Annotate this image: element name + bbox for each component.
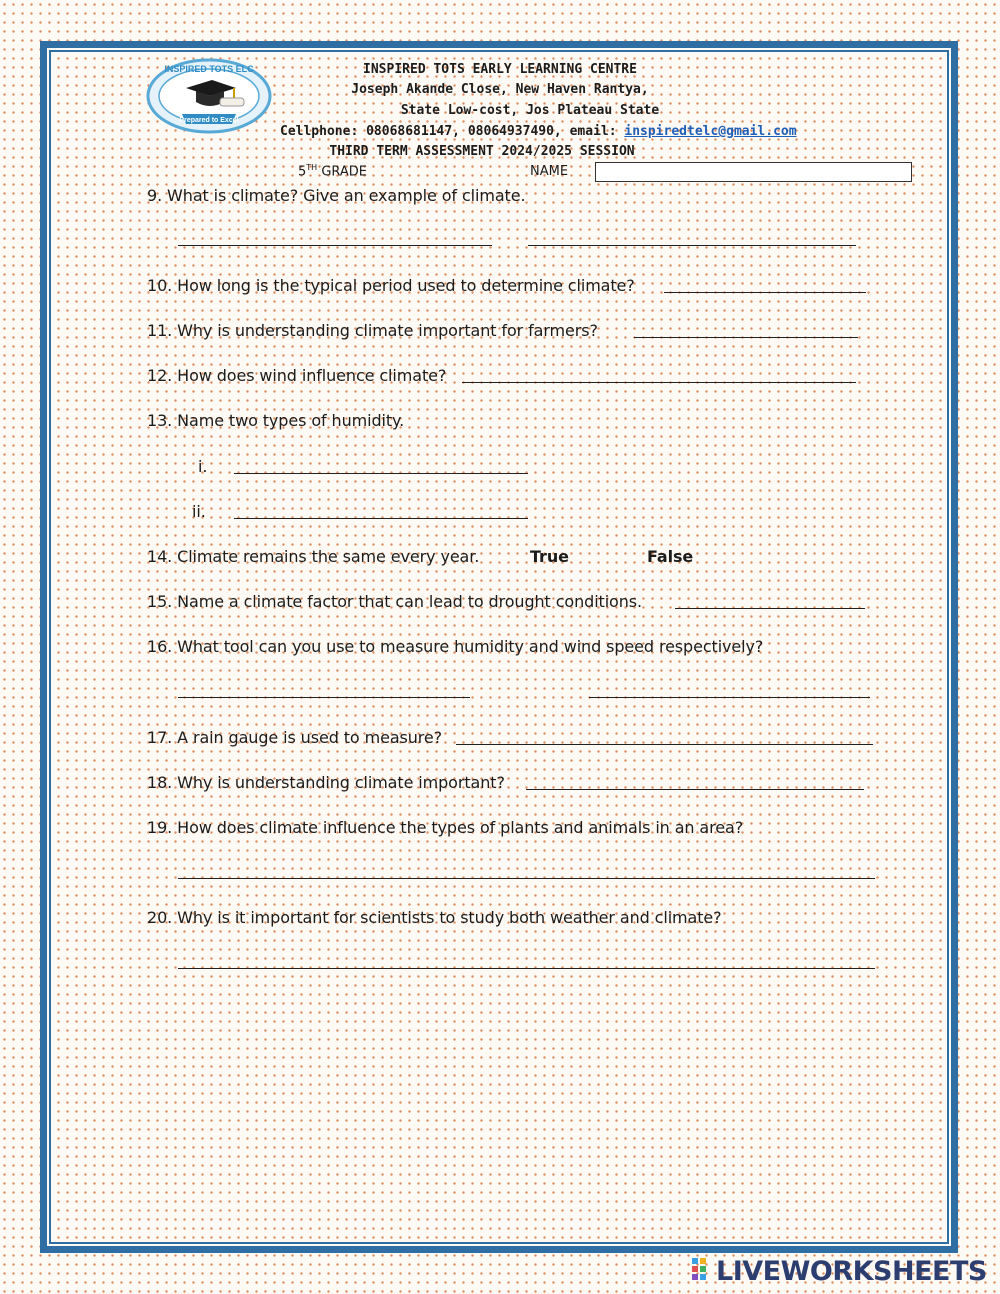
option-false[interactable]: False <box>647 547 694 566</box>
school-logo <box>146 58 272 134</box>
question-10: 10. How long is the typical period used to determine climate? <box>147 276 635 295</box>
name-label: NAME <box>530 164 569 179</box>
answer-12-input[interactable] <box>462 382 856 383</box>
question-12: 12. How does wind influence climate? <box>147 366 447 385</box>
contact-text: Cellphone: 08068681147, 08064937490, email: <box>280 124 625 139</box>
question-14: 14. Climate remains the same every year. <box>147 547 480 566</box>
answer-20-input[interactable] <box>178 968 875 969</box>
name-input[interactable] <box>595 162 912 182</box>
answer-19-input[interactable] <box>178 878 875 879</box>
grade-word: GRADE <box>317 164 368 180</box>
question-16: 16. What tool can you use to measure humidity and wind speed respectively? <box>147 637 764 656</box>
grade-number: 5 <box>298 164 307 180</box>
answer-9a-input[interactable] <box>178 245 492 246</box>
logo-ring-text: INSPIRED TOTS ELC <box>164 64 254 74</box>
question-13-i-label: i. <box>198 457 208 476</box>
address-line-1: Joseph Akande Close, New Haven Rantya, <box>351 82 649 97</box>
answer-11-input[interactable] <box>634 337 858 338</box>
option-true[interactable]: True <box>530 547 569 566</box>
answer-18-input[interactable] <box>526 789 864 790</box>
grade-label <box>298 163 367 179</box>
email-link[interactable]: inspiredtelc@gmail.com <box>624 124 797 139</box>
answer-10-input[interactable] <box>664 292 866 293</box>
question-11: 11. Why is understanding climate important for farmers? <box>147 321 598 340</box>
question-15: 15. Name a climate factor that can lead to drought conditions. <box>147 592 643 611</box>
liveworksheets-icon <box>692 1258 714 1284</box>
question-19: 19. How does climate influence the types of plants and animals in an area? <box>147 818 744 837</box>
question-13: 13. Name two types of humidity. <box>147 411 405 430</box>
address-line-2: State Low-cost, Jos Plateau State <box>400 103 660 118</box>
answer-9b-input[interactable] <box>528 245 856 246</box>
session-title: THIRD TERM ASSESSMENT 2024/2025 SESSION <box>329 144 635 159</box>
school-name: INSPIRED TOTS EARLY LEARNING CENTRE <box>363 62 637 77</box>
question-20: 20. Why is it important for scientists to study both weather and climate? <box>147 908 722 927</box>
answer-16a-input[interactable] <box>178 697 470 698</box>
grade-superscript: TH <box>306 163 318 172</box>
contact-line <box>280 124 797 140</box>
question-13-ii-label: ii. <box>192 502 206 521</box>
question-17: 17. A rain gauge is used to measure? <box>147 728 443 747</box>
question-9: 9. What is climate? Give an example of climate. <box>147 186 526 205</box>
question-18: 18. Why is understanding climate important? <box>147 773 505 792</box>
liveworksheets-brand[interactable]: LIVEWORKSHEETS <box>716 1256 987 1287</box>
answer-16b-input[interactable] <box>589 697 870 698</box>
logo-banner-text: Prepared to Excel <box>179 117 239 124</box>
answer-13-ii-input[interactable] <box>234 518 528 519</box>
answer-15-input[interactable] <box>675 608 865 609</box>
answer-13-i-input[interactable] <box>234 473 528 474</box>
answer-17-input[interactable] <box>456 744 873 745</box>
